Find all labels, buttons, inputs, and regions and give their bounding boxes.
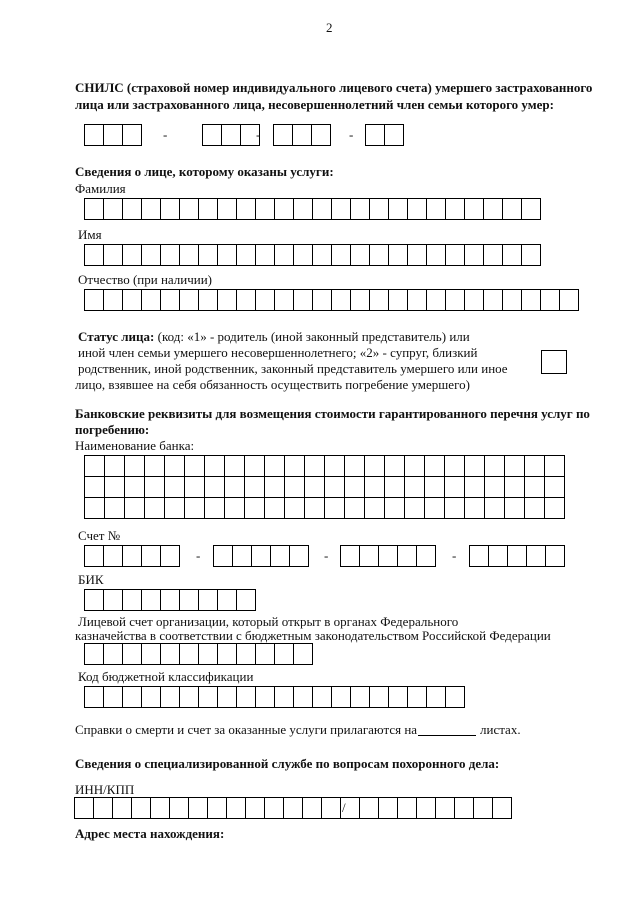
address-heading: Адрес места нахождения: (75, 826, 225, 841)
char-cell[interactable] (270, 545, 290, 567)
snils-group-2[interactable] (202, 124, 260, 146)
char-cell[interactable] (445, 477, 465, 498)
char-cell[interactable] (236, 643, 256, 665)
char-cell[interactable] (213, 545, 233, 567)
char-cell[interactable] (331, 244, 351, 266)
char-cell[interactable] (122, 198, 142, 220)
char-cell[interactable] (264, 797, 284, 819)
char-cell[interactable] (325, 477, 345, 498)
char-cell[interactable] (312, 289, 332, 311)
char-cell[interactable] (435, 797, 455, 819)
surname-input[interactable] (84, 198, 541, 220)
char-cell[interactable] (397, 797, 417, 819)
char-cell[interactable] (464, 289, 484, 311)
char-cell[interactable] (465, 498, 485, 519)
char-cell[interactable] (141, 198, 161, 220)
char-cell[interactable] (525, 456, 545, 477)
char-cell[interactable] (217, 589, 237, 611)
char-cell[interactable] (350, 244, 370, 266)
char-cell[interactable] (483, 244, 503, 266)
char-cell[interactable] (502, 289, 522, 311)
char-cell[interactable] (302, 797, 322, 819)
char-cell[interactable] (525, 477, 545, 498)
char-cell[interactable] (122, 643, 142, 665)
char-cell[interactable] (245, 498, 265, 519)
char-cell[interactable] (185, 498, 205, 519)
char-cell[interactable] (445, 244, 465, 266)
char-cell[interactable] (345, 477, 365, 498)
char-cell[interactable] (521, 198, 541, 220)
account-group-3[interactable] (340, 545, 436, 567)
char-cell[interactable] (426, 198, 446, 220)
char-cell[interactable] (385, 498, 405, 519)
char-cell[interactable] (205, 498, 225, 519)
char-cell[interactable] (540, 289, 560, 311)
char-cell[interactable] (225, 456, 245, 477)
char-cell[interactable] (165, 498, 185, 519)
char-cell[interactable] (125, 498, 145, 519)
char-cell[interactable] (426, 244, 446, 266)
char-cell[interactable] (426, 686, 446, 708)
bank-heading-line1: Банковские реквизиты для возмещения стоимости гарантированного перечня услуг по (75, 406, 590, 421)
char-cell[interactable] (293, 289, 313, 311)
char-cell[interactable] (255, 686, 275, 708)
char-cell[interactable] (205, 456, 225, 477)
char-cell[interactable] (265, 477, 285, 498)
snils-separator: - (256, 127, 261, 142)
snils-separator: - (349, 127, 354, 142)
char-cell[interactable] (545, 545, 565, 567)
char-cell[interactable] (416, 797, 436, 819)
char-cell[interactable] (388, 244, 408, 266)
snils-label-line1: СНИЛС (страховой номер индивидуального лицевого счета) умершего застрахованного (75, 80, 593, 95)
char-cell[interactable] (84, 289, 104, 311)
char-cell[interactable] (521, 244, 541, 266)
char-cell[interactable] (85, 477, 105, 498)
char-cell[interactable] (274, 244, 294, 266)
char-cell[interactable] (160, 643, 180, 665)
char-cell[interactable] (145, 477, 165, 498)
char-cell[interactable] (179, 289, 199, 311)
char-cell[interactable] (141, 289, 161, 311)
char-cell[interactable] (160, 198, 180, 220)
char-cell[interactable] (122, 289, 142, 311)
char-cell[interactable] (502, 198, 522, 220)
char-cell[interactable] (325, 498, 345, 519)
char-cell[interactable] (179, 589, 199, 611)
char-cell[interactable] (207, 797, 227, 819)
account-separator: - (196, 548, 201, 563)
status-line1 (78, 329, 470, 345)
char-cell[interactable] (84, 545, 104, 567)
char-cell[interactable] (445, 289, 465, 311)
char-cell[interactable] (202, 124, 222, 146)
char-cell[interactable] (293, 244, 313, 266)
account-group-2[interactable] (213, 545, 309, 567)
char-cell[interactable] (84, 198, 104, 220)
char-cell[interactable] (85, 498, 105, 519)
char-cell[interactable] (369, 198, 389, 220)
char-cell[interactable] (445, 456, 465, 477)
char-cell[interactable] (141, 589, 161, 611)
char-cell[interactable] (273, 124, 293, 146)
char-cell[interactable] (255, 244, 275, 266)
char-cell[interactable] (340, 545, 360, 567)
char-cell[interactable] (103, 686, 123, 708)
char-cell[interactable] (312, 686, 332, 708)
char-cell[interactable] (293, 198, 313, 220)
char-cell[interactable] (122, 124, 142, 146)
char-cell[interactable] (425, 477, 445, 498)
char-cell[interactable] (255, 289, 275, 311)
char-cell[interactable] (312, 244, 332, 266)
char-cell[interactable] (365, 124, 385, 146)
char-cell[interactable] (331, 289, 351, 311)
char-cell[interactable] (179, 643, 199, 665)
char-cell[interactable] (388, 198, 408, 220)
char-cell[interactable] (378, 545, 398, 567)
char-cell[interactable] (179, 198, 199, 220)
char-cell[interactable] (105, 477, 125, 498)
char-cell[interactable] (274, 686, 294, 708)
char-cell[interactable] (445, 198, 465, 220)
char-cell[interactable] (265, 498, 285, 519)
char-cell[interactable] (350, 289, 370, 311)
char-cell[interactable] (84, 244, 104, 266)
char-cell[interactable] (198, 643, 218, 665)
char-cell[interactable] (84, 124, 104, 146)
inn-kpp-slash: / (342, 800, 346, 815)
char-cell[interactable] (405, 456, 425, 477)
status-line1-text: (код: «1» - родитель (иной законный представитель) или (154, 329, 470, 344)
char-cell[interactable] (274, 289, 294, 311)
char-cell[interactable] (251, 545, 271, 567)
char-cell[interactable] (407, 244, 427, 266)
char-cell[interactable] (559, 289, 579, 311)
char-cell[interactable] (521, 289, 541, 311)
char-cell[interactable] (405, 477, 425, 498)
char-cell[interactable] (545, 477, 565, 498)
char-cell[interactable] (465, 477, 485, 498)
char-cell[interactable] (365, 498, 385, 519)
char-cell[interactable] (145, 498, 165, 519)
char-cell[interactable] (245, 456, 265, 477)
char-cell[interactable] (103, 545, 123, 567)
char-cell[interactable] (485, 456, 505, 477)
char-cell[interactable] (217, 244, 237, 266)
char-cell[interactable] (545, 456, 565, 477)
char-cell[interactable] (217, 643, 237, 665)
char-cell[interactable] (179, 686, 199, 708)
char-cell[interactable] (505, 456, 525, 477)
snils-separator: - (163, 127, 168, 142)
char-cell[interactable] (526, 545, 546, 567)
char-cell[interactable] (217, 289, 237, 311)
char-cell[interactable] (125, 456, 145, 477)
char-cell[interactable] (255, 198, 275, 220)
attachments-text-end: листах. (480, 722, 521, 737)
surname-label: Фамилия (75, 181, 126, 196)
char-cell[interactable] (293, 686, 313, 708)
bik-label: БИК (78, 572, 104, 587)
char-cell[interactable] (384, 124, 404, 146)
char-cell[interactable] (225, 498, 245, 519)
char-cell[interactable] (289, 545, 309, 567)
char-cell[interactable] (292, 124, 312, 146)
char-cell[interactable] (331, 198, 351, 220)
inn-kpp-label: ИНН/КПП (75, 782, 135, 797)
char-cell[interactable] (185, 456, 205, 477)
account-group-1[interactable] (84, 545, 180, 567)
char-cell[interactable] (283, 797, 303, 819)
bank-heading-line2: погребению: (75, 422, 150, 437)
char-cell[interactable] (165, 477, 185, 498)
char-cell[interactable] (141, 686, 161, 708)
snils-group-4[interactable] (365, 124, 404, 146)
char-cell[interactable] (385, 456, 405, 477)
char-cell[interactable] (236, 289, 256, 311)
char-cell[interactable] (226, 797, 246, 819)
char-cell[interactable] (93, 797, 113, 819)
char-cell[interactable] (405, 498, 425, 519)
char-cell[interactable] (105, 498, 125, 519)
char-cell[interactable] (105, 456, 125, 477)
char-cell[interactable] (125, 477, 145, 498)
char-cell[interactable] (232, 545, 252, 567)
char-cell[interactable] (198, 589, 218, 611)
snils-group-3[interactable] (273, 124, 331, 146)
status-code-input[interactable] (541, 350, 567, 374)
char-cell[interactable] (502, 244, 522, 266)
char-cell[interactable] (141, 244, 161, 266)
char-cell[interactable] (505, 477, 525, 498)
char-cell[interactable] (74, 797, 94, 819)
char-cell[interactable] (345, 456, 365, 477)
char-cell[interactable] (265, 456, 285, 477)
char-cell[interactable] (464, 198, 484, 220)
char-cell[interactable] (378, 797, 398, 819)
char-cell[interactable] (350, 198, 370, 220)
inn-kpp-input[interactable] (74, 797, 512, 819)
char-cell[interactable] (103, 244, 123, 266)
status-line3: родственник, иной родственник, законный представитель умершего или иное (78, 361, 508, 376)
char-cell[interactable] (198, 198, 218, 220)
char-cell[interactable] (160, 244, 180, 266)
sheets-count-field[interactable] (418, 735, 476, 736)
char-cell[interactable] (84, 589, 104, 611)
char-cell[interactable] (345, 498, 365, 519)
char-cell[interactable] (469, 545, 489, 567)
char-cell[interactable] (274, 198, 294, 220)
char-cell[interactable] (397, 545, 417, 567)
account-label: Счет № (78, 528, 121, 543)
char-cell[interactable] (198, 686, 218, 708)
char-cell[interactable] (445, 498, 465, 519)
char-cell[interactable] (365, 456, 385, 477)
char-cell[interactable] (425, 456, 445, 477)
char-cell[interactable] (525, 498, 545, 519)
account-separator: - (324, 548, 329, 563)
char-cell[interactable] (188, 797, 208, 819)
char-cell[interactable] (359, 545, 379, 567)
char-cell[interactable] (245, 797, 265, 819)
char-cell[interactable] (365, 477, 385, 498)
char-cell[interactable] (369, 686, 389, 708)
char-cell[interactable] (483, 198, 503, 220)
char-cell[interactable] (369, 244, 389, 266)
account-separator: - (452, 548, 457, 563)
patronymic-input[interactable] (84, 289, 579, 311)
personal-account-line2: казначейства в соответствии с бюджетным законодательством Российской Федерации (75, 628, 551, 643)
char-cell[interactable] (492, 797, 512, 819)
char-cell[interactable] (488, 545, 508, 567)
char-cell[interactable] (425, 498, 445, 519)
name-input[interactable] (84, 244, 541, 266)
char-cell[interactable] (112, 797, 132, 819)
char-cell[interactable] (198, 244, 218, 266)
char-cell[interactable] (416, 545, 436, 567)
char-cell[interactable] (305, 477, 325, 498)
char-cell[interactable] (103, 124, 123, 146)
char-cell[interactable] (141, 545, 161, 567)
char-cell[interactable] (359, 797, 379, 819)
char-cell[interactable] (321, 797, 341, 819)
char-cell[interactable] (407, 686, 427, 708)
char-cell[interactable] (305, 456, 325, 477)
char-cell[interactable] (179, 244, 199, 266)
char-cell[interactable] (426, 289, 446, 311)
char-cell[interactable] (122, 589, 142, 611)
char-cell[interactable] (473, 797, 493, 819)
char-cell[interactable] (485, 498, 505, 519)
char-cell[interactable] (311, 124, 331, 146)
char-cell[interactable] (145, 456, 165, 477)
char-cell[interactable] (245, 477, 265, 498)
char-cell[interactable] (122, 244, 142, 266)
char-cell[interactable] (465, 456, 485, 477)
account-group-4[interactable] (469, 545, 565, 567)
char-cell[interactable] (285, 498, 305, 519)
char-cell[interactable] (312, 198, 332, 220)
char-cell[interactable] (205, 477, 225, 498)
char-cell[interactable] (385, 477, 405, 498)
char-cell[interactable] (160, 686, 180, 708)
char-cell[interactable] (285, 477, 305, 498)
char-cell[interactable] (454, 797, 474, 819)
char-cell[interactable] (445, 686, 465, 708)
page-number: 2 (326, 20, 333, 35)
char-cell[interactable] (507, 545, 527, 567)
char-cell[interactable] (160, 589, 180, 611)
char-cell[interactable] (485, 477, 505, 498)
char-cell[interactable] (325, 456, 345, 477)
snils-label-line2: лица или застрахованного лица, несовершеннолетний член семьи которого умер: (75, 97, 554, 112)
attachments-text: Справки о смерти и счет за оказанные услуги прилагаются на (75, 722, 418, 737)
bank-name-label: Наименование банка: (75, 438, 195, 453)
char-cell[interactable] (150, 797, 170, 819)
char-cell[interactable] (131, 797, 151, 819)
char-cell[interactable] (217, 686, 237, 708)
patronymic-label: Отчество (при наличии) (78, 272, 213, 287)
char-cell[interactable] (407, 289, 427, 311)
char-cell[interactable] (198, 289, 218, 311)
kbk-input[interactable] (84, 686, 465, 708)
char-cell[interactable] (505, 498, 525, 519)
kbk-label: Код бюджетной классификации (78, 669, 254, 684)
char-cell[interactable] (236, 686, 256, 708)
char-cell[interactable] (122, 545, 142, 567)
char-cell[interactable] (84, 686, 104, 708)
status-line4: лицо, взявшее на себя обязанность осуществить погребение умершего) (75, 377, 470, 392)
personal-account-line1: Лицевой счет организации, который открыт в органах Федерального (78, 614, 459, 629)
char-cell[interactable] (103, 289, 123, 311)
char-cell[interactable] (141, 643, 161, 665)
char-cell[interactable] (85, 456, 105, 477)
name-label: Имя (78, 227, 102, 242)
char-cell[interactable] (221, 124, 241, 146)
char-cell[interactable] (350, 686, 370, 708)
status-bold-label: Статус лица: (78, 329, 155, 344)
char-cell[interactable] (331, 686, 351, 708)
char-cell[interactable] (122, 686, 142, 708)
char-cell[interactable] (236, 589, 256, 611)
char-cell[interactable] (236, 244, 256, 266)
char-cell[interactable] (464, 244, 484, 266)
char-cell[interactable] (103, 643, 123, 665)
char-cell[interactable] (407, 198, 427, 220)
char-cell[interactable] (255, 643, 275, 665)
status-line2: иной член семьи умершего несовершеннолетнего; «2» - супруг, близкий (78, 345, 478, 360)
char-cell[interactable] (305, 498, 325, 519)
char-cell[interactable] (165, 456, 185, 477)
personal-account-input[interactable] (84, 643, 313, 665)
char-cell[interactable] (545, 498, 565, 519)
char-cell[interactable] (217, 198, 237, 220)
char-cell[interactable] (388, 289, 408, 311)
char-cell[interactable] (169, 797, 189, 819)
char-cell[interactable] (274, 643, 294, 665)
char-cell[interactable] (103, 198, 123, 220)
service-heading: Сведения о специализированной службе по вопросам похоронного дела: (75, 756, 500, 771)
char-cell[interactable] (84, 643, 104, 665)
snils-group-1[interactable] (84, 124, 142, 146)
char-cell[interactable] (236, 198, 256, 220)
char-cell[interactable] (369, 289, 389, 311)
char-cell[interactable] (185, 477, 205, 498)
person-heading: Сведения о лице, которому оказаны услуги: (75, 164, 334, 179)
char-cell[interactable] (160, 289, 180, 311)
char-cell[interactable] (285, 456, 305, 477)
bik-input[interactable] (84, 589, 256, 611)
char-cell[interactable] (103, 589, 123, 611)
char-cell[interactable] (388, 686, 408, 708)
char-cell[interactable] (293, 643, 313, 665)
char-cell[interactable] (225, 477, 245, 498)
char-cell[interactable] (160, 545, 180, 567)
bank-name-grid[interactable] (84, 455, 565, 519)
char-cell[interactable] (483, 289, 503, 311)
